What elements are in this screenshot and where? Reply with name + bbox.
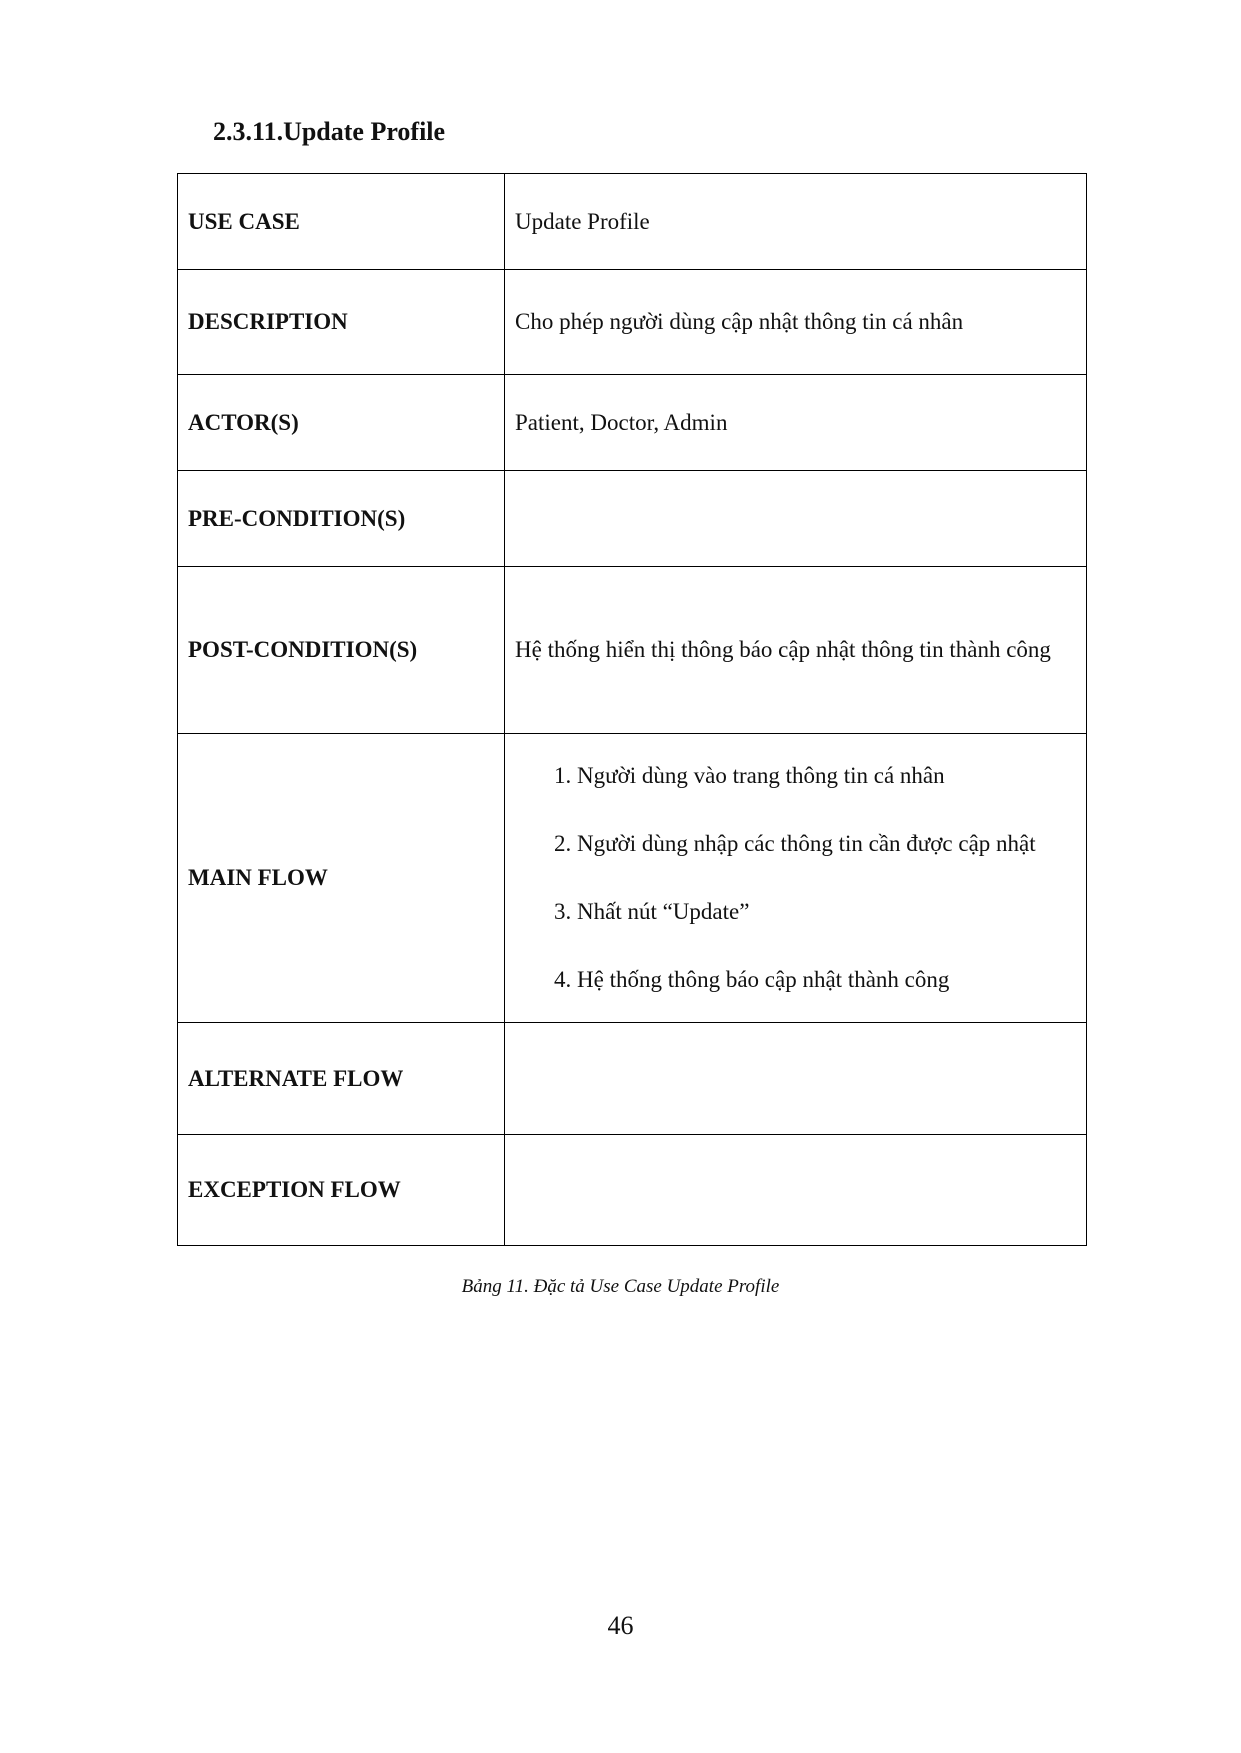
row-label-post-conditions: POST-CONDITION(S) — [178, 567, 505, 734]
table-row-alternate-flow — [178, 1023, 1087, 1135]
table-row-description — [178, 270, 1087, 375]
row-label-exception-flow: EXCEPTION FLOW — [178, 1135, 505, 1246]
row-label-actors: ACTOR(S) — [178, 375, 505, 471]
row-value-pre-conditions — [505, 471, 1087, 567]
page-number: 46 — [607, 1611, 634, 1640]
row-value-main-flow — [505, 734, 1087, 1023]
main-flow-step: 3. Nhất nút “Update” — [577, 878, 1076, 946]
table-row-pre-conditions — [178, 471, 1087, 567]
main-flow-step: 2. Người dùng nhập các thông tin cần được cập nhật — [577, 810, 1076, 878]
table-row-exception-flow — [178, 1135, 1087, 1246]
use-case-table — [177, 173, 1087, 1246]
table-caption: Bảng 11. Đặc tả Use Case Update Profile — [461, 1276, 780, 1297]
main-flow-step: 1. Người dùng vào trang thông tin cá nhân — [577, 742, 1076, 810]
row-value-alternate-flow — [505, 1023, 1087, 1135]
row-label-pre-conditions: PRE-CONDITION(S) — [178, 471, 505, 567]
section-heading: 2.3.11.Update Profile — [213, 117, 446, 146]
row-value-use-case: Update Profile — [505, 174, 1087, 270]
row-label-main-flow: MAIN FLOW — [178, 734, 505, 1023]
table-row-actors — [178, 375, 1087, 471]
table-row-main-flow — [178, 734, 1087, 1023]
row-value-exception-flow — [505, 1135, 1087, 1246]
main-flow-step: 4. Hệ thống thông báo cập nhật thành công — [577, 946, 1076, 1014]
row-value-post-conditions: Hệ thống hiển thị thông báo cập nhật thông tin thành công — [505, 567, 1087, 734]
row-value-actors: Patient, Doctor, Admin — [505, 375, 1087, 471]
row-label-alternate-flow: ALTERNATE FLOW — [178, 1023, 505, 1135]
main-flow-list — [515, 742, 1076, 1014]
table-row-use-case — [178, 174, 1087, 270]
row-label-description: DESCRIPTION — [178, 270, 505, 375]
table-row-post-conditions — [178, 567, 1087, 734]
row-value-description: Cho phép người dùng cập nhật thông tin cá nhân — [505, 270, 1087, 375]
row-label-use-case: USE CASE — [178, 174, 505, 270]
